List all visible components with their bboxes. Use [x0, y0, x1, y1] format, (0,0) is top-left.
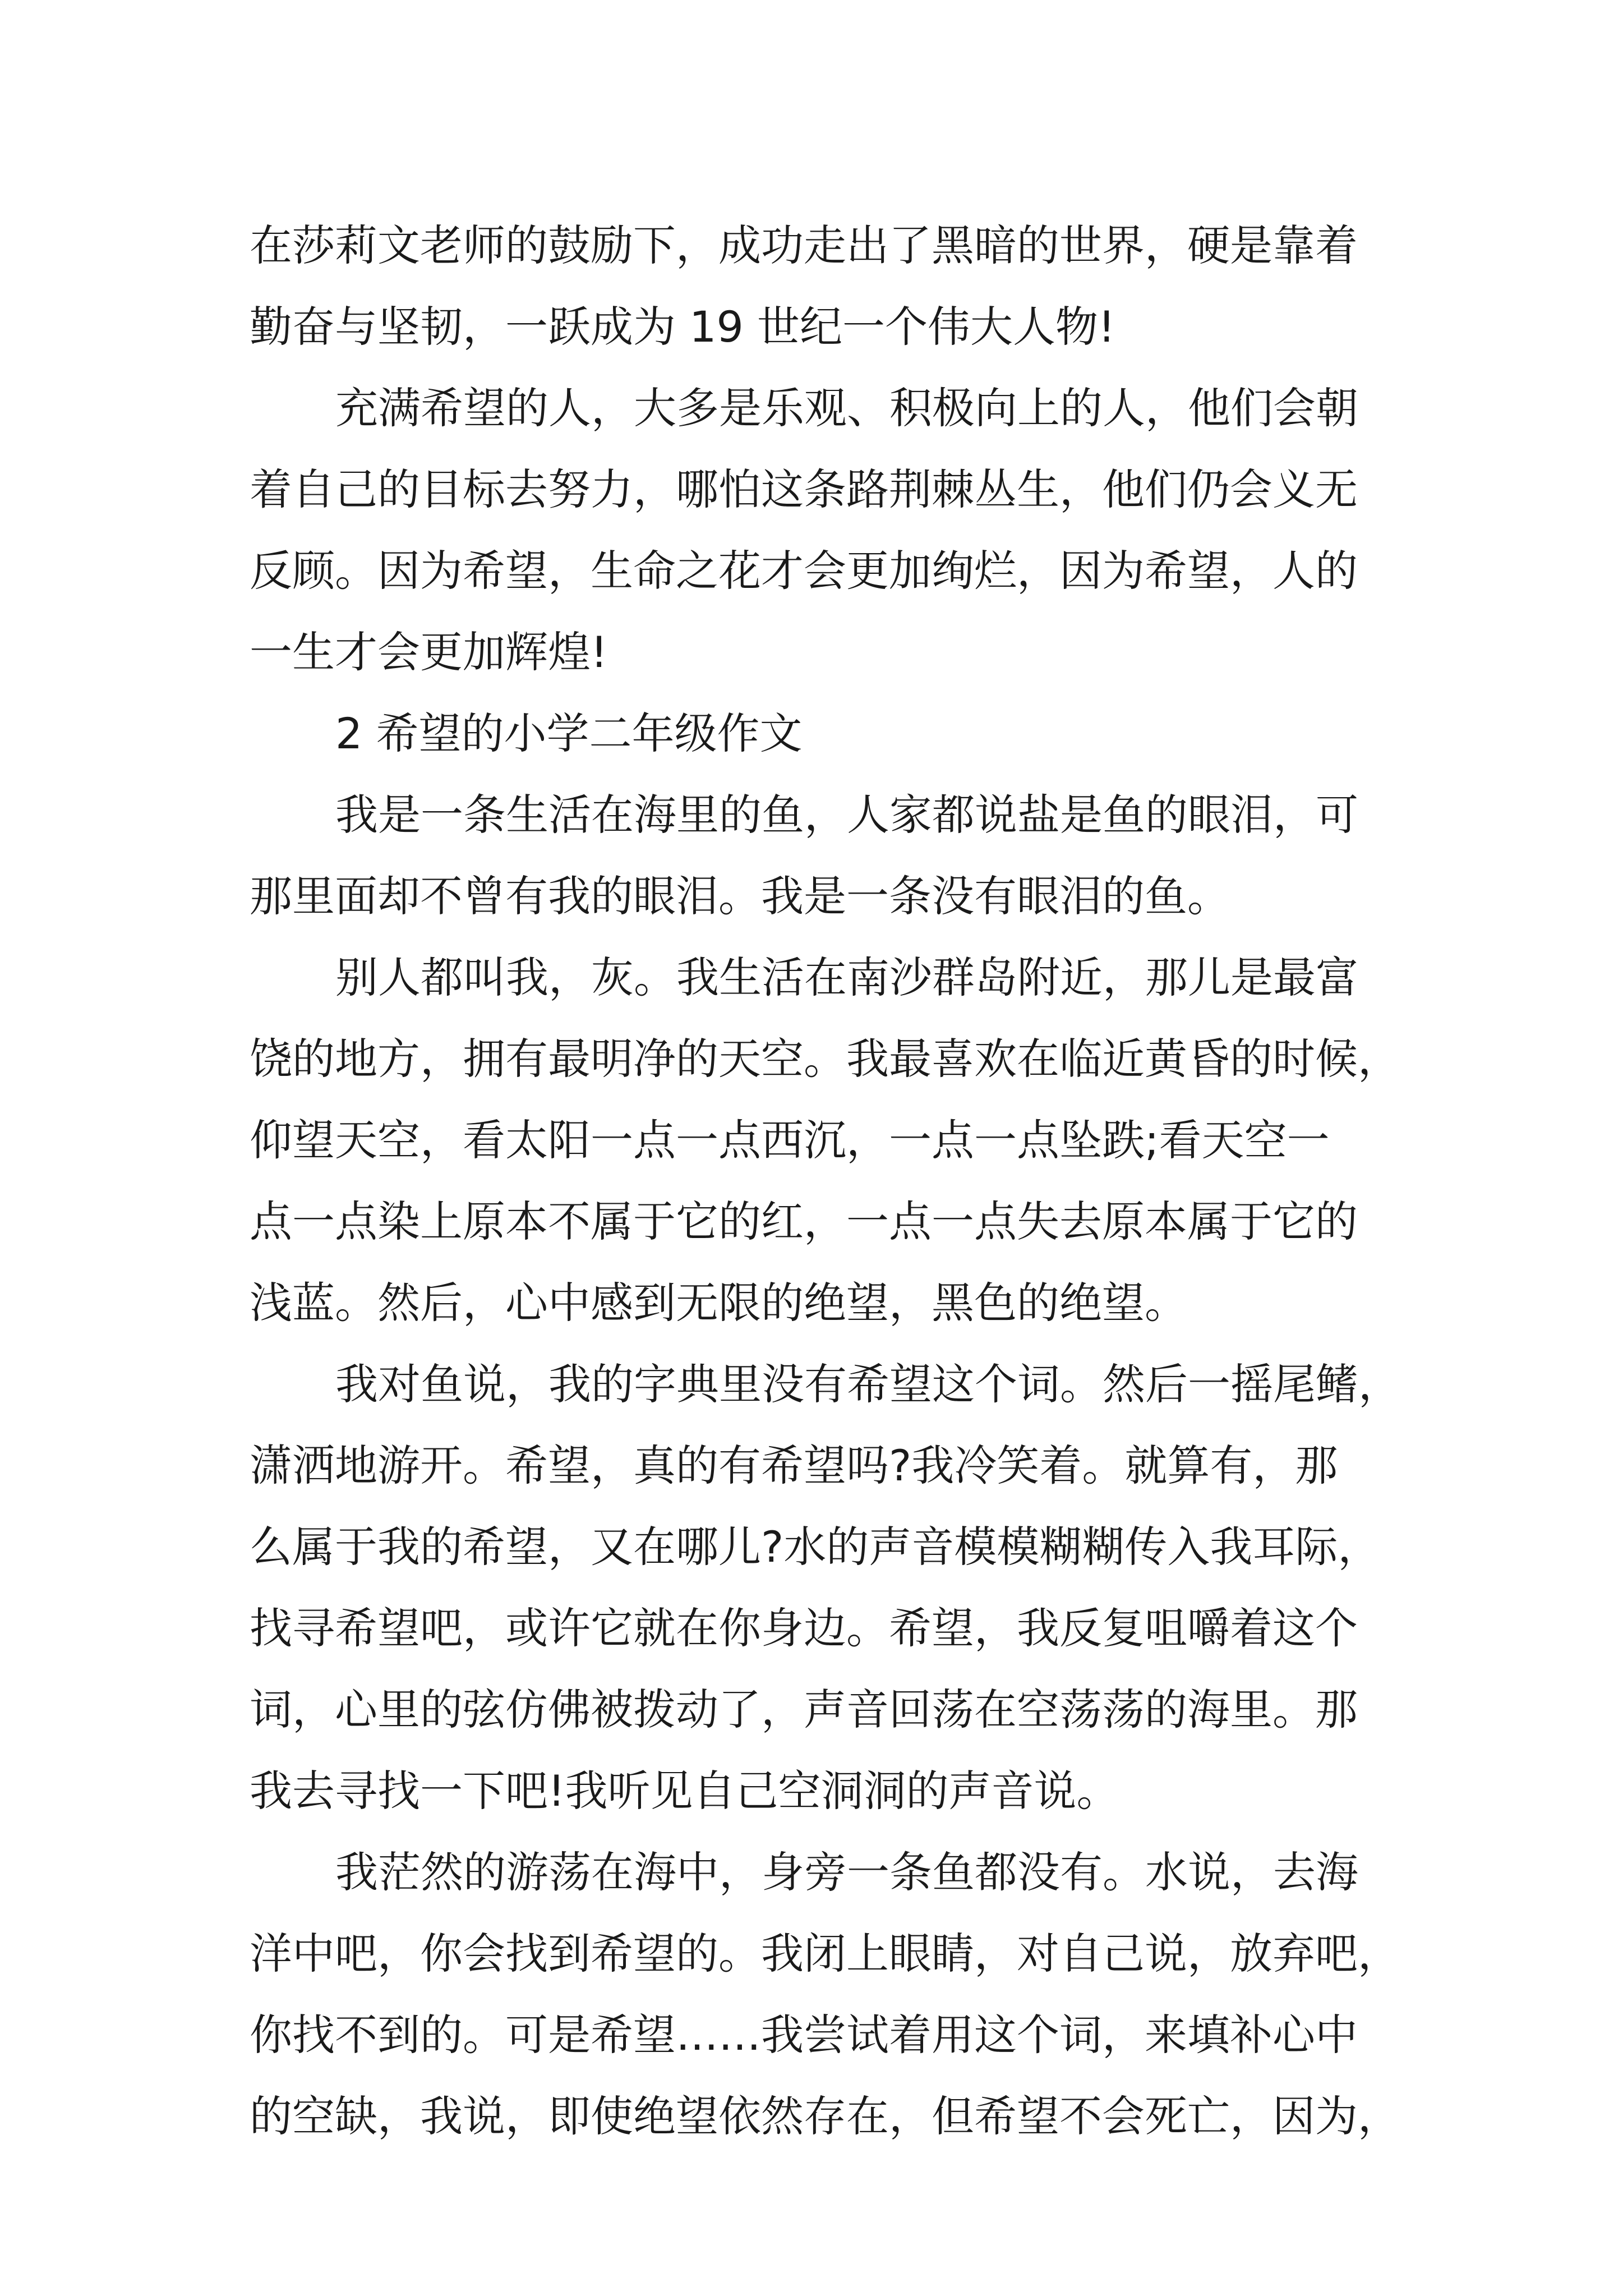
text-line: 的空缺，我说，即使绝望依然存在，但希望不会死亡，因为，: [250, 2091, 1400, 2141]
text-line: 么属于我的希望，又在哪儿?水的声音模模糊糊传入我耳际，: [250, 1522, 1381, 1572]
text-line: 我去寻找一下吧!我听见自己空洞洞的声音说。: [250, 1766, 1119, 1816]
paragraph-first-line: 我对鱼说，我的字典里没有希望这个词。然后一摇尾鳍，: [335, 1359, 1401, 1409]
text-line: 浅蓝。然后，心中感到无限的绝望，黑色的绝望。: [250, 1278, 1187, 1328]
paragraph-first-line: 我是一条生活在海里的鱼，人家都说盐是鱼的眼泪，可: [335, 790, 1358, 840]
paragraph-first-line: 充满希望的人，大多是乐观、积极向上的人，他们会朝: [335, 383, 1358, 433]
paragraph-first-line: 我茫然的游荡在海中，身旁一条鱼都没有。水说，去海: [335, 1847, 1358, 1897]
text-line: 反顾。因为希望，生命之花才会更加绚烂，因为希望，人的: [250, 546, 1358, 596]
text-line: 在莎莉文老师的鼓励下，成功走出了黑暗的世界，硬是靠着: [250, 220, 1358, 270]
text-line: 你找不到的。可是希望……我尝试着用这个词，来填补心中: [250, 2010, 1358, 2060]
text-line: 洋中吧，你会找到希望的。我闭上眼睛，对自己说，放弃吧，: [250, 1929, 1400, 1978]
text-line: 潇洒地游开。希望，真的有希望吗?我冷笑着。就算有，那: [250, 1441, 1338, 1490]
text-line: 找寻希望吧，或许它就在你身边。希望，我反复咀嚼着这个: [250, 1603, 1358, 1653]
text-line: 仰望天空，看太阳一点一点西沉，一点一点坠跌;看天空一: [250, 1115, 1330, 1165]
text-line: 点一点染上原本不属于它的红，一点一点失去原本属于它的: [250, 1197, 1358, 1246]
section-heading: 2 希望的小学二年级作文: [335, 708, 803, 758]
text-line: 那里面却不曾有我的眼泪。我是一条没有眼泪的鱼。: [250, 871, 1230, 921]
text-line: 勤奋与坚韧，一跃成为 19 世纪一个伟大人物!: [250, 302, 1115, 352]
text-line: 一生才会更加辉煌!: [250, 627, 608, 677]
text-line: 着自己的目标去努力，哪怕这条路荆棘丛生，他们仍会义无: [250, 464, 1358, 514]
paragraph-first-line: 别人都叫我，灰。我生活在南沙群岛附近，那儿是最富: [335, 953, 1358, 1002]
text-line: 词，心里的弦仿佛被拨动了，声音回荡在空荡荡的海里。那: [250, 1685, 1358, 1734]
text-line: 饶的地方，拥有最明净的天空。我最喜欢在临近黄昏的时候，: [250, 1034, 1400, 1084]
